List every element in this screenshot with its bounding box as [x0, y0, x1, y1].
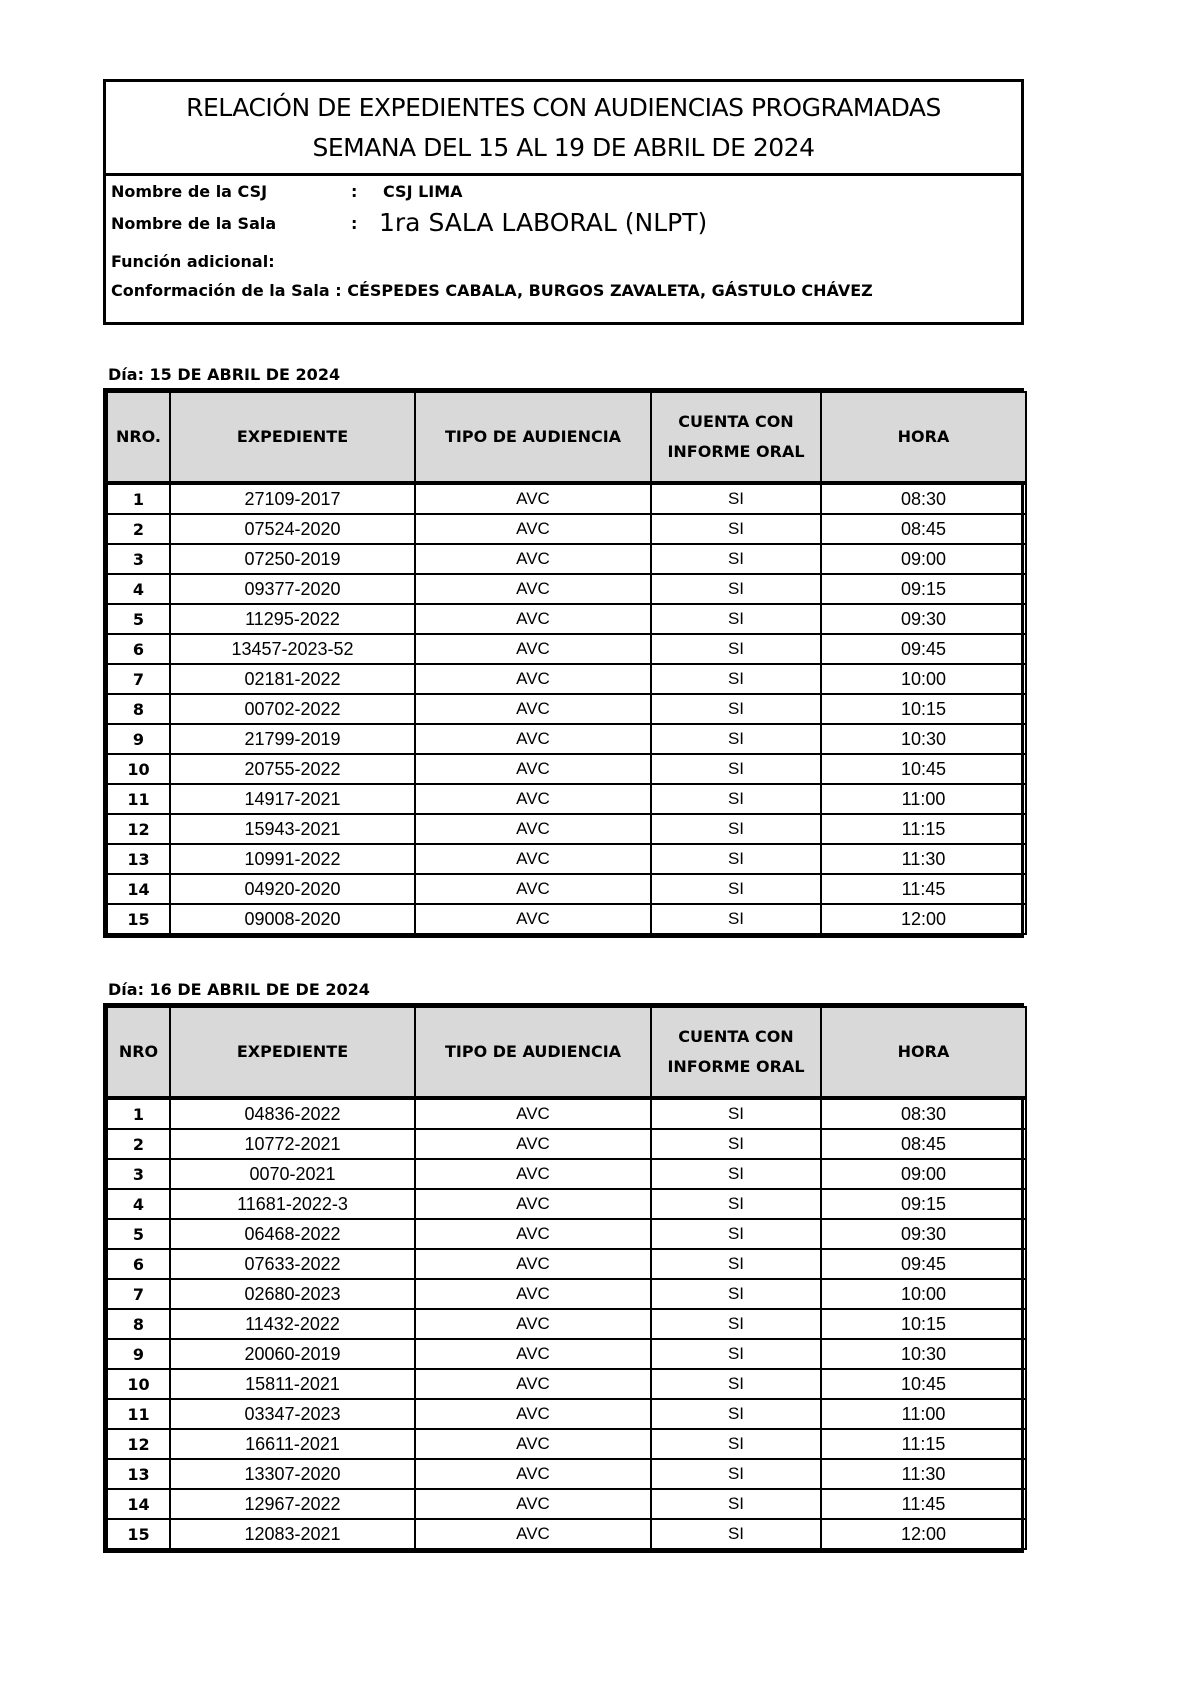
cell-expediente: 10772-2021	[170, 1129, 415, 1159]
cell-nro: 4	[107, 1189, 170, 1219]
cell-tipo: AVC	[415, 604, 651, 634]
csj-colon: :	[351, 182, 358, 201]
cell-tipo: AVC	[415, 814, 651, 844]
header-box	[103, 79, 1024, 325]
cell-informe: SI	[651, 1219, 821, 1249]
cell-nro: 4	[107, 574, 170, 604]
cell-expediente: 12083-2021	[170, 1519, 415, 1549]
cell-informe: SI	[651, 814, 821, 844]
cell-informe: SI	[651, 1129, 821, 1159]
cell-tipo: AVC	[415, 1519, 651, 1549]
column-header-nro: NRO	[107, 1007, 170, 1098]
cell-informe: SI	[651, 483, 821, 514]
cell-expediente: 20060-2019	[170, 1339, 415, 1369]
cell-tipo: AVC	[415, 483, 651, 514]
cell-tipo: AVC	[415, 1249, 651, 1279]
day-label-2: Día: 16 DE ABRIL DE DE 2024	[108, 980, 370, 999]
title-block	[106, 82, 1021, 176]
cell-nro: 15	[107, 904, 170, 934]
column-header-expediente: EXPEDIENTE	[170, 1007, 415, 1098]
cell-nro: 15	[107, 1519, 170, 1549]
cell-tipo: AVC	[415, 1369, 651, 1399]
cell-informe: SI	[651, 1309, 821, 1339]
cell-expediente: 00702-2022	[170, 694, 415, 724]
sala-colon: :	[351, 214, 358, 233]
cell-hora: 09:45	[821, 634, 1026, 664]
table-row	[107, 483, 1026, 514]
cell-nro: 10	[107, 1369, 170, 1399]
table-row	[107, 1309, 1026, 1339]
table-row	[107, 1369, 1026, 1399]
cell-hora: 12:00	[821, 1519, 1026, 1549]
cell-hora: 09:00	[821, 1159, 1026, 1189]
cell-nro: 12	[107, 814, 170, 844]
cell-expediente: 13457-2023-52	[170, 634, 415, 664]
cell-nro: 8	[107, 1309, 170, 1339]
cell-expediente: 16611-2021	[170, 1429, 415, 1459]
cell-tipo: AVC	[415, 1489, 651, 1519]
cell-expediente: 07524-2020	[170, 514, 415, 544]
cell-hora: 10:45	[821, 1369, 1026, 1399]
cell-expediente: 02181-2022	[170, 664, 415, 694]
cell-tipo: AVC	[415, 1129, 651, 1159]
table-row	[107, 874, 1026, 904]
sala-value: 1ra SALA LABORAL (NLPT)	[379, 208, 708, 237]
cell-tipo: AVC	[415, 754, 651, 784]
cell-expediente: 02680-2023	[170, 1279, 415, 1309]
cell-tipo: AVC	[415, 1459, 651, 1489]
cell-hora: 11:45	[821, 874, 1026, 904]
cell-informe: SI	[651, 514, 821, 544]
cell-hora: 11:30	[821, 1459, 1026, 1489]
cell-expediente: 07250-2019	[170, 544, 415, 574]
cell-hora: 11:00	[821, 784, 1026, 814]
cell-nro: 11	[107, 784, 170, 814]
cell-nro: 8	[107, 694, 170, 724]
table-row	[107, 1098, 1026, 1129]
table-row	[107, 1459, 1026, 1489]
table-row	[107, 814, 1026, 844]
column-header-hora: HORA	[821, 392, 1026, 483]
cell-nro: 2	[107, 1129, 170, 1159]
cell-expediente: 04920-2020	[170, 874, 415, 904]
cell-expediente: 04836-2022	[170, 1098, 415, 1129]
cell-hora: 10:30	[821, 724, 1026, 754]
schedule-table-1	[103, 388, 1024, 938]
cell-tipo: AVC	[415, 1279, 651, 1309]
csj-value: CSJ LIMA	[383, 182, 463, 201]
cell-informe: SI	[651, 1519, 821, 1549]
table-row	[107, 904, 1026, 934]
cell-informe: SI	[651, 784, 821, 814]
cell-nro: 3	[107, 1159, 170, 1189]
cell-informe: SI	[651, 1399, 821, 1429]
table-row	[107, 1189, 1026, 1219]
cell-informe: SI	[651, 1279, 821, 1309]
cell-hora: 10:00	[821, 1279, 1026, 1309]
column-header-informe: CUENTA CON INFORME ORAL	[651, 1007, 821, 1098]
table-row	[107, 544, 1026, 574]
cell-informe: SI	[651, 1189, 821, 1219]
cell-tipo: AVC	[415, 874, 651, 904]
cell-informe: SI	[651, 1459, 821, 1489]
cell-informe: SI	[651, 724, 821, 754]
cell-expediente: 09377-2020	[170, 574, 415, 604]
document-subtitle: SEMANA DEL 15 AL 19 DE ABRIL DE 2024	[312, 132, 815, 162]
cell-hora: 10:45	[821, 754, 1026, 784]
cell-hora: 11:00	[821, 1399, 1026, 1429]
cell-tipo: AVC	[415, 1189, 651, 1219]
cell-hora: 11:30	[821, 844, 1026, 874]
cell-tipo: AVC	[415, 844, 651, 874]
cell-expediente: 27109-2017	[170, 483, 415, 514]
cell-tipo: AVC	[415, 694, 651, 724]
cell-hora: 09:30	[821, 604, 1026, 634]
cell-tipo: AVC	[415, 544, 651, 574]
cell-hora: 09:00	[821, 544, 1026, 574]
cell-informe: SI	[651, 874, 821, 904]
column-header-expediente: EXPEDIENTE	[170, 392, 415, 483]
cell-tipo: AVC	[415, 1429, 651, 1459]
cell-informe: SI	[651, 1159, 821, 1189]
table-row	[107, 574, 1026, 604]
cell-informe: SI	[651, 1098, 821, 1129]
cell-hora: 08:45	[821, 514, 1026, 544]
cell-nro: 1	[107, 483, 170, 514]
csj-label: Nombre de la CSJ	[111, 182, 268, 201]
table-row	[107, 1129, 1026, 1159]
sala-label: Nombre de la Sala	[111, 214, 277, 233]
cell-tipo: AVC	[415, 1399, 651, 1429]
table-row	[107, 1429, 1026, 1459]
cell-nro: 9	[107, 724, 170, 754]
cell-hora: 12:00	[821, 904, 1026, 934]
cell-nro: 7	[107, 664, 170, 694]
csj-row	[111, 182, 463, 201]
table-row	[107, 1339, 1026, 1369]
cell-tipo: AVC	[415, 1159, 651, 1189]
cell-nro: 6	[107, 1249, 170, 1279]
cell-hora: 10:15	[821, 694, 1026, 724]
cell-hora: 09:15	[821, 574, 1026, 604]
cell-hora: 10:15	[821, 1309, 1026, 1339]
cell-hora: 11:15	[821, 814, 1026, 844]
table-row	[107, 664, 1026, 694]
table-row	[107, 724, 1026, 754]
cell-hora: 10:00	[821, 664, 1026, 694]
cell-hora: 11:15	[821, 1429, 1026, 1459]
info-block	[106, 176, 1021, 322]
cell-informe: SI	[651, 574, 821, 604]
cell-expediente: 15943-2021	[170, 814, 415, 844]
cell-expediente: 06468-2022	[170, 1219, 415, 1249]
table-row	[107, 604, 1026, 634]
cell-hora: 10:30	[821, 1339, 1026, 1369]
cell-hora: 08:45	[821, 1129, 1026, 1159]
cell-tipo: AVC	[415, 724, 651, 754]
cell-informe: SI	[651, 1339, 821, 1369]
table-row	[107, 1159, 1026, 1189]
cell-nro: 14	[107, 874, 170, 904]
cell-hora: 08:30	[821, 1098, 1026, 1129]
column-header-hora: HORA	[821, 1007, 1026, 1098]
document-page	[103, 79, 1024, 1553]
table-row	[107, 1399, 1026, 1429]
cell-nro: 2	[107, 514, 170, 544]
cell-nro: 7	[107, 1279, 170, 1309]
cell-informe: SI	[651, 754, 821, 784]
cell-informe: SI	[651, 664, 821, 694]
cell-informe: SI	[651, 544, 821, 574]
cell-informe: SI	[651, 1249, 821, 1279]
table-row	[107, 1489, 1026, 1519]
cell-informe: SI	[651, 904, 821, 934]
cell-hora: 09:45	[821, 1249, 1026, 1279]
cell-expediente: 11432-2022	[170, 1309, 415, 1339]
cell-expediente: 14917-2021	[170, 784, 415, 814]
cell-nro: 11	[107, 1399, 170, 1429]
table-row	[107, 1249, 1026, 1279]
day-label-1: Día: 15 DE ABRIL DE 2024	[108, 365, 341, 384]
funcion-adicional-row	[111, 252, 275, 271]
cell-nro: 5	[107, 1219, 170, 1249]
cell-tipo: AVC	[415, 514, 651, 544]
cell-expediente: 10991-2022	[170, 844, 415, 874]
cell-informe: SI	[651, 694, 821, 724]
table-row	[107, 1279, 1026, 1309]
cell-nro: 13	[107, 1459, 170, 1489]
cell-informe: SI	[651, 1369, 821, 1399]
cell-expediente: 13307-2020	[170, 1459, 415, 1489]
table-header-row	[107, 1007, 1026, 1098]
cell-expediente: 11681-2022-3	[170, 1189, 415, 1219]
cell-hora: 11:45	[821, 1489, 1026, 1519]
conformacion-row	[111, 281, 873, 300]
column-header-informe: CUENTA CON INFORME ORAL	[651, 392, 821, 483]
cell-nro: 14	[107, 1489, 170, 1519]
cell-hora: 08:30	[821, 483, 1026, 514]
cell-nro: 5	[107, 604, 170, 634]
cell-tipo: AVC	[415, 1219, 651, 1249]
cell-tipo: AVC	[415, 664, 651, 694]
cell-expediente: 15811-2021	[170, 1369, 415, 1399]
cell-nro: 12	[107, 1429, 170, 1459]
column-header-tipo: TIPO DE AUDIENCIA	[415, 392, 651, 483]
cell-expediente: 11295-2022	[170, 604, 415, 634]
table-row	[107, 514, 1026, 544]
cell-informe: SI	[651, 604, 821, 634]
column-header-tipo: TIPO DE AUDIENCIA	[415, 1007, 651, 1098]
table-row	[107, 784, 1026, 814]
cell-nro: 6	[107, 634, 170, 664]
cell-nro: 10	[107, 754, 170, 784]
table-row	[107, 754, 1026, 784]
cell-nro: 1	[107, 1098, 170, 1129]
schedule-table-2	[103, 1003, 1024, 1553]
table-row	[107, 1219, 1026, 1249]
cell-expediente: 0070-2021	[170, 1159, 415, 1189]
cell-nro: 3	[107, 544, 170, 574]
cell-tipo: AVC	[415, 1098, 651, 1129]
cell-expediente: 09008-2020	[170, 904, 415, 934]
table-row	[107, 634, 1026, 664]
cell-expediente: 03347-2023	[170, 1399, 415, 1429]
cell-informe: SI	[651, 1429, 821, 1459]
cell-tipo: AVC	[415, 784, 651, 814]
cell-expediente: 21799-2019	[170, 724, 415, 754]
table-row	[107, 694, 1026, 724]
table-row	[107, 844, 1026, 874]
cell-tipo: AVC	[415, 1309, 651, 1339]
cell-tipo: AVC	[415, 634, 651, 664]
cell-tipo: AVC	[415, 904, 651, 934]
cell-hora: 09:30	[821, 1219, 1026, 1249]
cell-nro: 9	[107, 1339, 170, 1369]
cell-tipo: AVC	[415, 574, 651, 604]
cell-expediente: 07633-2022	[170, 1249, 415, 1279]
table-row	[107, 1519, 1026, 1549]
cell-informe: SI	[651, 844, 821, 874]
cell-hora: 09:15	[821, 1189, 1026, 1219]
cell-informe: SI	[651, 634, 821, 664]
sala-row	[111, 208, 708, 237]
table-header-row	[107, 392, 1026, 483]
document-title: RELACIÓN DE EXPEDIENTES CON AUDIENCIAS PROGRAMADAS	[186, 92, 941, 122]
conformacion-label: Conformación de la Sala : CÉSPEDES CABALA, BURGOS ZAVALETA, GÁSTULO CHÁVEZ	[111, 281, 873, 300]
cell-tipo: AVC	[415, 1339, 651, 1369]
cell-expediente: 20755-2022	[170, 754, 415, 784]
cell-nro: 13	[107, 844, 170, 874]
cell-informe: SI	[651, 1489, 821, 1519]
column-header-nro: NRO.	[107, 392, 170, 483]
cell-expediente: 12967-2022	[170, 1489, 415, 1519]
funcion-adicional-label: Función adicional:	[111, 252, 275, 271]
